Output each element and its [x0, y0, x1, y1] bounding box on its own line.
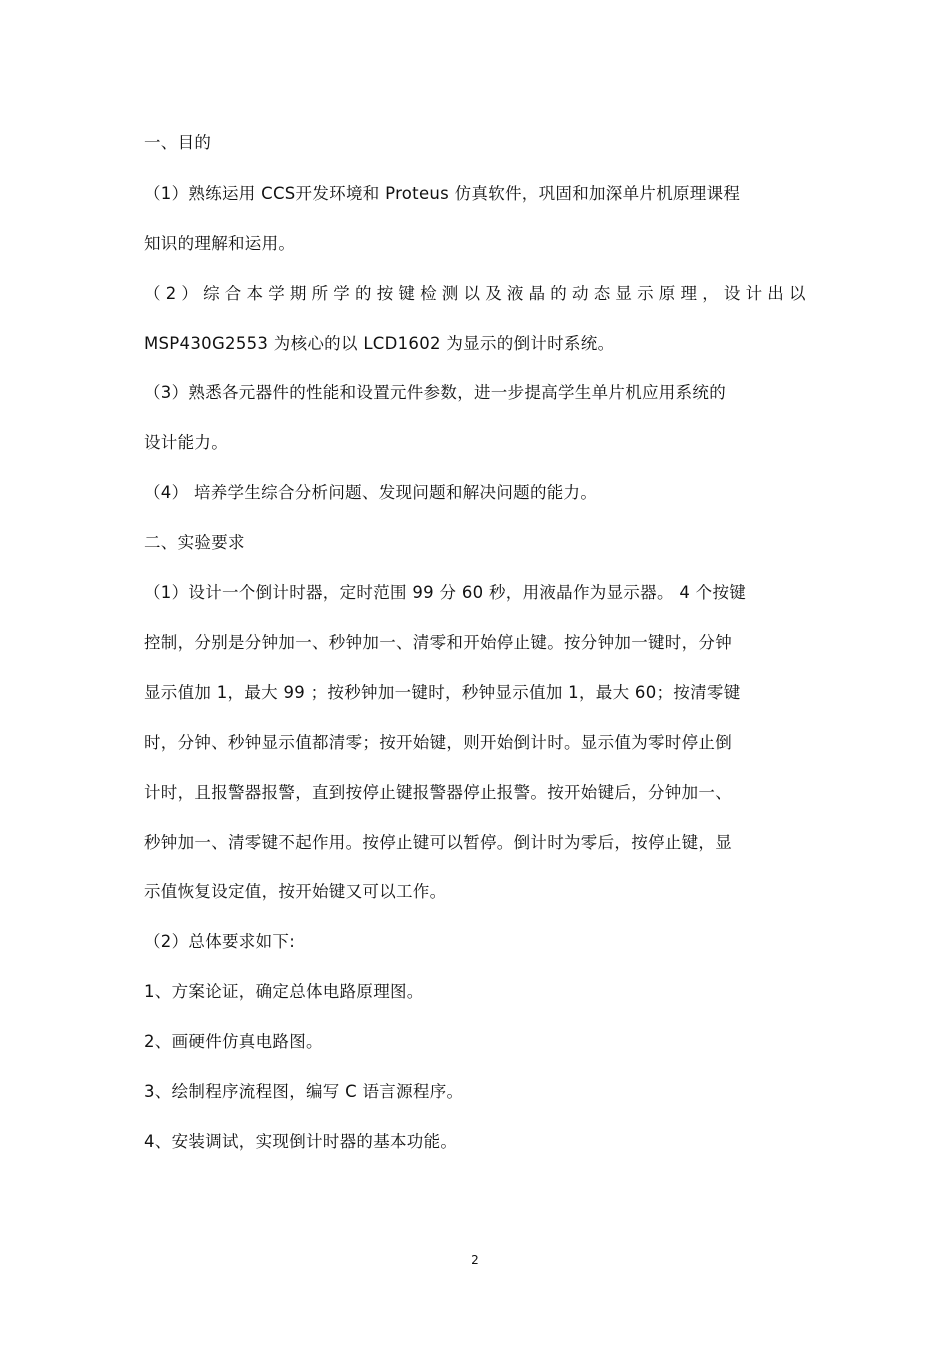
list-item: 3、绘制程序流程图，编写 C 语言源程序。: [144, 1082, 464, 1101]
paragraph-line: （4） 培养学生综合分析问题、发现问题和解决问题的能力。: [144, 483, 598, 502]
paragraph-line: 计时，且报警器报警，直到按停止键报警器停止报警。按开始键后，分钟加一、: [144, 783, 732, 802]
section-heading-purpose: 一、目的: [144, 133, 212, 152]
page-number: 2: [471, 1253, 479, 1267]
list-item: 4、安装调试，实现倒计时器的基本功能。: [144, 1132, 458, 1151]
paragraph-line: 知识的理解和运用。: [144, 234, 296, 253]
list-item: 1、方案论证，确定总体电路原理图。: [144, 982, 424, 1001]
paragraph-line: 示值恢复设定值，按开始键又可以工作。: [144, 882, 447, 901]
paragraph-line: （2）综合本学期所学的按键检测以及液晶的动态显示原理，设计出以: [144, 284, 811, 303]
paragraph-line: （1）熟练运用 CCS开发环境和 Proteus 仿真软件，巩固和加深单片机原理课程: [144, 184, 741, 203]
paragraph-line: 显示值加 1，最大 99 ；按秒钟加一键时，秒钟显示值加 1，最大 60；按清零键: [144, 683, 741, 702]
paragraph-line: （2）总体要求如下:: [144, 932, 296, 951]
paragraph-line: 秒钟加一、清零键不起作用。按停止键可以暂停。倒计时为零后，按停止键，显: [144, 833, 732, 852]
paragraph-line: （3）熟悉各元器件的性能和设置元件参数，进一步提高学生单片机应用系统的: [144, 383, 726, 402]
paragraph-line: 控制，分别是分钟加一、秒钟加一、清零和开始停止键。按分钟加一键时，分钟: [144, 633, 732, 652]
paragraph-line: MSP430G2553 为核心的以 LCD1602 为显示的倒计时系统。: [144, 334, 615, 353]
paragraph-line: 时，分钟、秒钟显示值都清零；按开始键，则开始倒计时。显示值为零时停止倒: [144, 733, 732, 752]
section-heading-requirements: 二、实验要求: [144, 533, 245, 552]
list-item: 2、画硬件仿真电路图。: [144, 1032, 323, 1051]
paragraph-line: 设计能力。: [144, 433, 228, 452]
paragraph-line: （1）设计一个倒计时器，定时范围 99 分 60 秒，用液晶作为显示器。 4 个按键: [144, 583, 747, 602]
